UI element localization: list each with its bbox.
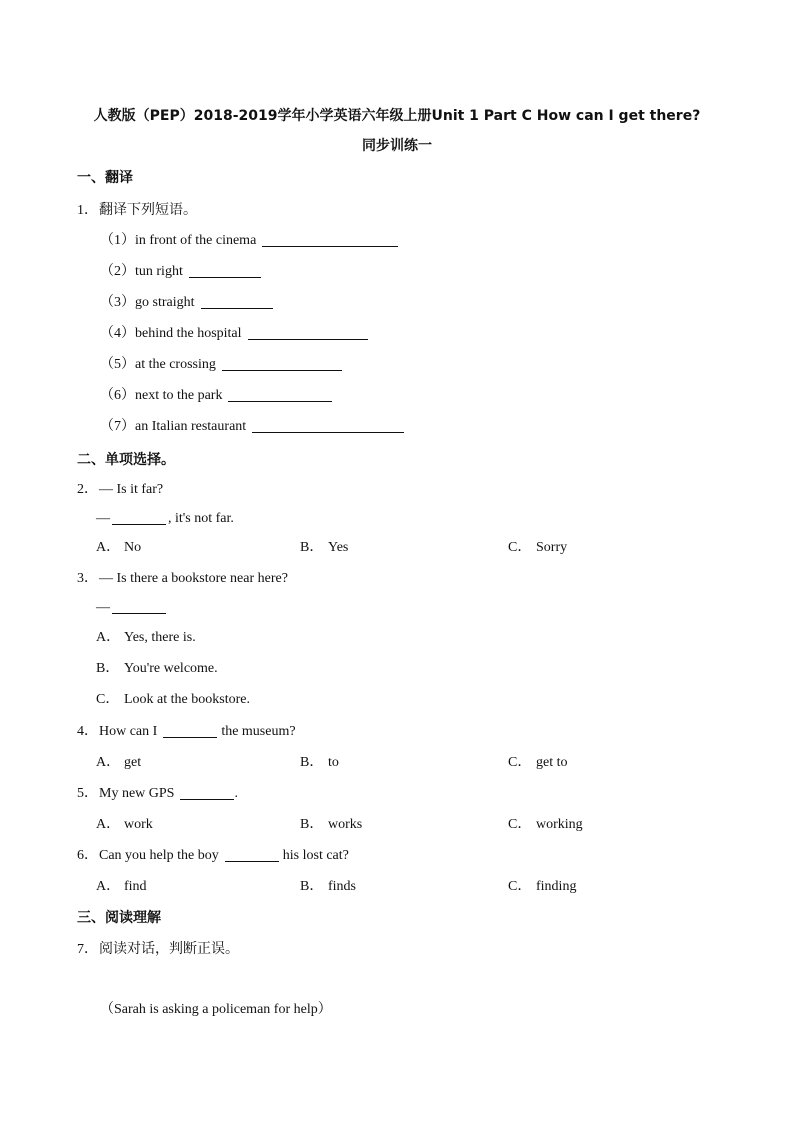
question-number: 2． xyxy=(77,482,98,497)
question-text-post: . xyxy=(234,786,238,801)
question-number: 1． xyxy=(77,203,98,218)
answer-blank[interactable] xyxy=(163,723,217,738)
page-title: 人教版（PEP）2018-2019学年小学英语六年级上册Unit 1 Part C How can I get there? xyxy=(93,108,701,124)
option-text: finds xyxy=(328,879,356,894)
question-text-pre: Can you help the boy xyxy=(99,848,219,863)
option-label: A． xyxy=(96,630,121,645)
translation-item-7 xyxy=(100,417,404,437)
question-number: 7． xyxy=(77,942,98,957)
section-heading-translation: 一、翻译 xyxy=(77,170,133,186)
question-4 xyxy=(77,722,296,742)
question-number: 4． xyxy=(77,724,98,739)
item-text: an Italian restaurant xyxy=(135,419,247,434)
question-6 xyxy=(77,846,349,866)
item-text: behind the hospital xyxy=(135,326,242,341)
option-a[interactable] xyxy=(96,628,196,648)
option-a[interactable] xyxy=(96,815,153,835)
option-a[interactable] xyxy=(96,877,147,897)
option-c[interactable] xyxy=(508,815,583,835)
option-label: C． xyxy=(508,817,532,832)
question-2 xyxy=(77,480,163,500)
answer-blank[interactable] xyxy=(225,847,279,862)
item-number: （6） xyxy=(100,388,135,403)
option-b[interactable] xyxy=(96,659,218,679)
item-number: （3） xyxy=(100,295,135,310)
dialogue-context: （Sarah is asking a policeman for help） xyxy=(100,1002,332,1017)
option-label: A． xyxy=(96,755,121,770)
question-7 xyxy=(77,939,239,960)
item-text: go straight xyxy=(135,295,195,310)
answer-blank[interactable] xyxy=(222,356,342,371)
question-text-pre: My new GPS xyxy=(99,786,175,801)
option-label: B． xyxy=(300,817,324,832)
question-2-reply xyxy=(96,509,234,529)
question-text-post: the museum? xyxy=(221,724,296,739)
option-b[interactable] xyxy=(300,753,339,773)
item-number: （2） xyxy=(100,264,135,279)
question-number: 5． xyxy=(77,786,98,801)
item-text: next to the park xyxy=(135,388,223,403)
question-number: 6． xyxy=(77,848,98,863)
question-text: — Is it far? xyxy=(99,482,164,497)
dash: — xyxy=(96,600,110,615)
option-label: B． xyxy=(96,661,120,676)
translation-item-5 xyxy=(100,355,342,375)
option-label: A． xyxy=(96,817,121,832)
option-text: to xyxy=(328,755,339,770)
option-label: B． xyxy=(300,755,324,770)
question-number: 3． xyxy=(77,571,98,586)
item-number: （4） xyxy=(100,326,135,341)
option-label: B． xyxy=(300,540,324,555)
answer-blank[interactable] xyxy=(189,263,261,278)
option-b[interactable] xyxy=(300,815,362,835)
option-text: work xyxy=(124,817,153,832)
translation-item-6 xyxy=(100,386,332,406)
option-label: C． xyxy=(508,540,532,555)
item-number: （7） xyxy=(100,419,135,434)
option-c[interactable] xyxy=(508,753,568,773)
item-text: in front of the cinema xyxy=(135,233,257,248)
answer-blank[interactable] xyxy=(262,232,398,247)
question-text: — Is there a bookstore near here? xyxy=(99,571,288,586)
translation-item-2 xyxy=(100,262,261,282)
answer-blank[interactable] xyxy=(252,418,404,433)
translation-item-3 xyxy=(100,293,273,313)
option-a[interactable] xyxy=(96,753,141,773)
option-text: working xyxy=(536,817,583,832)
option-label: C． xyxy=(96,692,120,707)
option-text: works xyxy=(328,817,363,832)
option-label: C． xyxy=(508,879,532,894)
item-text: tun right xyxy=(135,264,183,279)
option-text: finding xyxy=(536,879,577,894)
section-heading-reading: 三、阅读理解 xyxy=(77,910,161,926)
question-3-reply xyxy=(96,598,168,618)
question-text-pre: How can I xyxy=(99,724,158,739)
option-c[interactable] xyxy=(508,877,576,897)
question-prompt: 翻译下列短语。 xyxy=(99,202,197,218)
question-3 xyxy=(77,569,288,589)
option-label: A． xyxy=(96,879,121,894)
answer-blank[interactable] xyxy=(180,785,234,800)
option-label: B． xyxy=(300,879,324,894)
option-label: A． xyxy=(96,540,121,555)
option-text: Sorry xyxy=(536,540,568,555)
question-5 xyxy=(77,784,238,804)
answer-blank[interactable] xyxy=(201,294,273,309)
option-text: find xyxy=(124,879,147,894)
translation-item-4 xyxy=(100,324,368,344)
reply-text: , it's not far. xyxy=(168,511,234,526)
option-text: Look at the bookstore. xyxy=(124,692,250,707)
question-prompt: 阅读对话，判断正误。 xyxy=(99,941,239,957)
option-a[interactable] xyxy=(96,538,141,558)
option-text: You're welcome. xyxy=(124,661,218,676)
option-b[interactable] xyxy=(300,538,348,558)
option-b[interactable] xyxy=(300,877,356,897)
answer-blank[interactable] xyxy=(228,387,332,402)
option-text: get to xyxy=(536,755,568,770)
question-text-post: his lost cat? xyxy=(282,848,349,863)
option-c[interactable] xyxy=(96,690,250,710)
answer-blank[interactable] xyxy=(112,599,166,614)
question-1 xyxy=(77,200,197,221)
page-subtitle: 同步训练一 xyxy=(362,138,432,154)
option-text: Yes xyxy=(328,540,349,555)
option-label: C． xyxy=(508,755,532,770)
translation-item-1 xyxy=(100,231,398,251)
option-c[interactable] xyxy=(508,538,567,558)
answer-blank[interactable] xyxy=(112,510,166,525)
section-heading-multiple-choice: 二、单项选择。 xyxy=(77,452,175,468)
option-text: get xyxy=(124,755,142,770)
item-number: （1） xyxy=(100,233,135,248)
item-text: at the crossing xyxy=(135,357,216,372)
answer-blank[interactable] xyxy=(248,325,368,340)
dash: — xyxy=(96,511,110,526)
option-text: No xyxy=(124,540,142,555)
option-text: Yes, there is. xyxy=(124,630,196,645)
item-number: （5） xyxy=(100,357,135,372)
